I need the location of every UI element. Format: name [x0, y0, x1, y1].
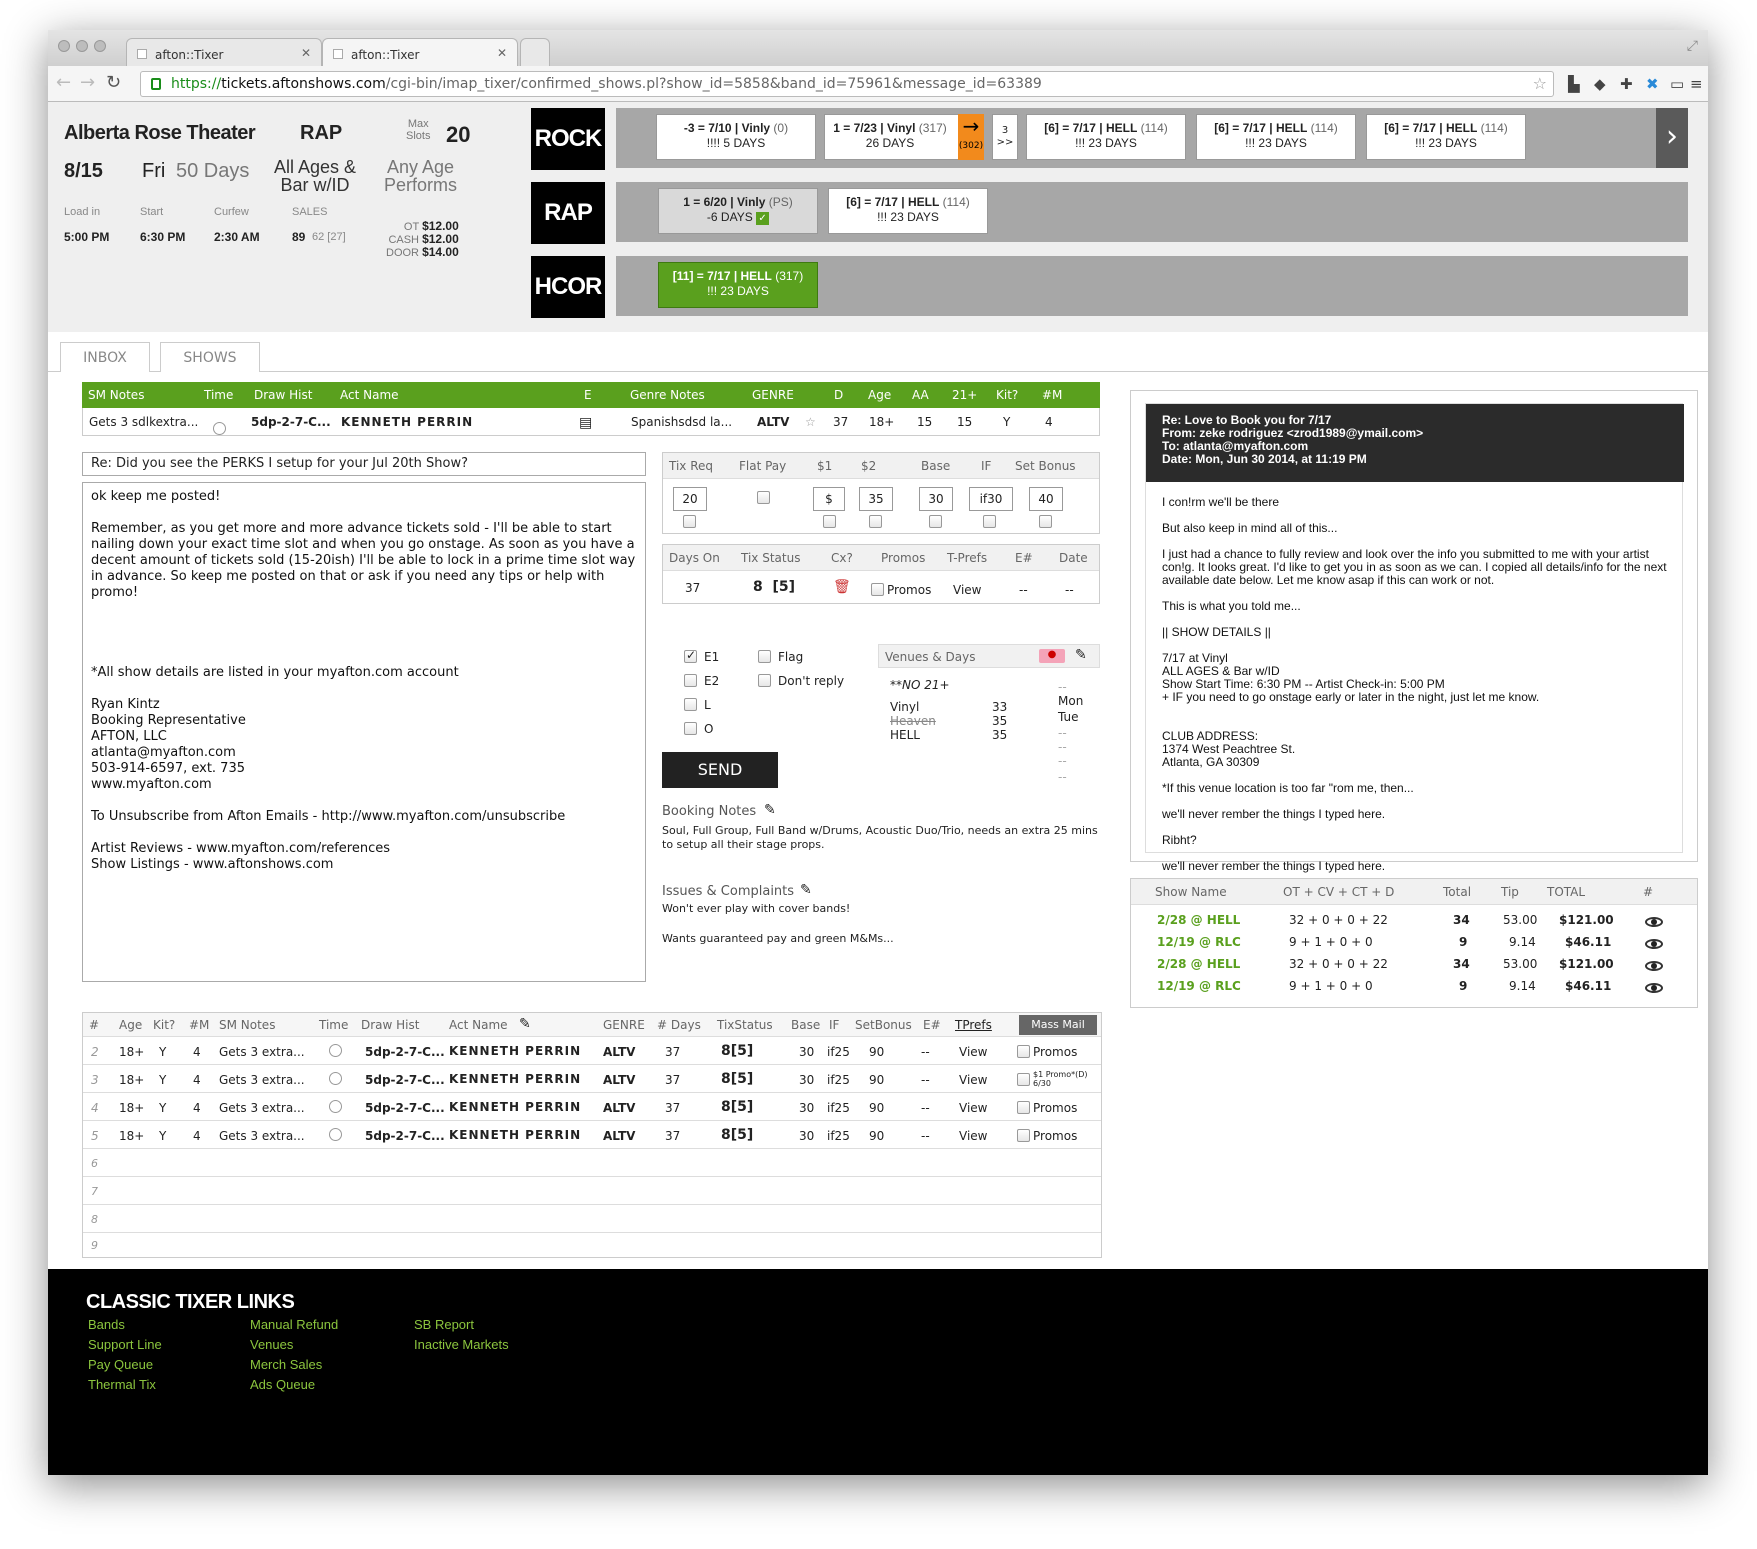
- mass-mail-button[interactable]: Mass Mail: [1019, 1015, 1097, 1035]
- tprefs-view-link[interactable]: View: [959, 1073, 988, 1087]
- browser-tab-active[interactable]: afton::Tixer ✕: [322, 38, 518, 66]
- extension-icon[interactable]: ▙: [1568, 75, 1580, 93]
- venue-name[interactable]: Alberta Rose Theater: [64, 122, 256, 144]
- edit-pencil-icon[interactable]: ✎: [519, 1016, 531, 1032]
- footer-link[interactable]: Inactive Markets: [414, 1337, 509, 1352]
- footer-link[interactable]: Thermal Tix: [88, 1377, 156, 1392]
- base-checkbox[interactable]: [929, 515, 942, 528]
- act-table-row[interactable]: Gets 3 sdlkextra... 5dp-2-7-C... KENNETH PERRIN ▤ Spanishsdsd la... ALTV ☆ 37 18+ 15 15 Y 4: [82, 408, 1100, 436]
- slot-card[interactable]: [6] = 7/17 | HELL (114) !!! 23 DAYS: [1366, 114, 1526, 160]
- ticket-prices: OT $12.00 CASH $12.00 DOOR $14.00: [386, 219, 459, 259]
- promos-checkbox[interactable]: [1017, 1101, 1030, 1114]
- favicon-icon: [333, 49, 343, 59]
- tix-status: 8 [5]: [753, 579, 796, 595]
- footer-link[interactable]: Merch Sales: [250, 1357, 323, 1372]
- tix-req-checkbox[interactable]: [683, 515, 696, 528]
- footer-title: CLASSIC TIXER LINKS: [86, 1291, 295, 1313]
- address-bar[interactable]: https://tickets.aftonshows.com/cgi-bin/imap_tixer/confirmed_shows.pl?show_id=5858&band_id=75961&message_id=63389 ☆: [140, 71, 1554, 97]
- footer-link[interactable]: SB Report: [414, 1317, 474, 1332]
- email-body: I con!rm we'll be there But also keep in mind all of this... I just had a chance to fully review and look over the info you submitted to me with your artist con!g. It looks great. I'd like to get you in as soon as we can. I copied all details/info for the next available date below. Let me know asap if this can work or not. This is what you told me... || SHOW DETAILS || 7/17 at Vinyl ALL AGES & Bar w/ID Show Start Time: 6:30 PM -- Artist Check-in: 5:00 PM + IF you need to go onstage early or later in the night, just let me know. CLUB ADDRESS: 1374 West Peachtree St. Atlanta, GA 30309 *If this venue location is too far "rom me, then... we'll never rember the things I typed here. Ribht? we'll never rember the things I typed here.: [1162, 495, 1667, 873]
- reload-icon[interactable]: ↻: [106, 72, 122, 93]
- table-row[interactable]: 5 18+ Y 4 Gets 3 extra... 5dp-2-7-C... KENNETH PERRIN ALTV 37 8 [5] 30 if25 90 -- View Promos: [83, 1121, 1101, 1149]
- act-name-link[interactable]: KENNETH PERRIN: [341, 415, 474, 429]
- act-name-link[interactable]: KENNETH PERRIN: [449, 1128, 582, 1142]
- puzzle-extension-icon[interactable]: ✚: [1620, 75, 1633, 93]
- promos-checkbox[interactable]: [1017, 1129, 1030, 1142]
- genre-label-rap: RAP: [531, 182, 605, 244]
- show-row[interactable]: 2/28 @ HELL 32 + 0 + 0 + 22 34 53.00 $121.00: [1131, 913, 1697, 935]
- set-bonus-input[interactable]: 40: [1029, 487, 1063, 511]
- booking-notes-title: Booking Notes: [662, 804, 757, 819]
- forward-icon[interactable]: →: [80, 72, 96, 93]
- tprefs-view-link[interactable]: View: [959, 1045, 988, 1059]
- price2-checkbox[interactable]: [869, 515, 882, 528]
- next-slots-button[interactable]: [1656, 108, 1688, 168]
- slot-card[interactable]: -3 = 7/10 | Vinly (0) !!!! 5 DAYS: [656, 114, 816, 160]
- genre-row-rock: [616, 108, 1688, 168]
- genre-label-hcor: HCOR: [531, 256, 605, 318]
- page-content: Alberta Rose Theater RAP Max Slots 20 8/15 Fri 50 Days All Ages & Bar w/ID Any Age Performs Load in Start Curfew SALES 5:00 PM 6:30 PM 2:30 AM 89 62 [27] OT $12.00 CASH $12.00 DOOR $14.00 ROCK -3 = 7/10 | Vinly (0) !!!! 5 DAYS 1 = 7/23 | Vinyl (317) 26 DAYS → (302) 3 >> [6] = 7/17 | HELL (114) !!! 23 DAYS [6] = 7/17 | HELL (114) !!! 23 DAYS [6] = 7/17 | HELL (114) !!! 23 DAYS › RAP 1 = 6/20 | Vinly (PS) -6 DAYS ✓ [6] = 7/17 | HELL (114) !!! 23 DAYS HCOR [11] = 7/17 | HELL (317) !!! 23 DAYS INBOX SHOWS SM Notes Time Draw Hist Act Name E Genre Notes GENRE D Age AA 21+ Kit? #M Gets 3 sdlkextra... 5dp-2-7-C... KENNETH PERRIN ▤ Spanishsdsd la... ALTV ☆ 37 18+ 15 15 Y 4 Re: Did you see the PERKS I setup for your Jul 20th Show? ok keep me posted! Remember, as you get more and more advance tickets sold - I'll be able to start nailing down your exact time slot and when you go onstage. As soon as you have a decent amount of tickets sold (15-20ish) I'll be able to lock in a prime time slot way in advance. So keep me posted on that or ask if you need any tips or help with promo! *All show details are listed in your myafton.com account Ryan Kintz Booking Representative AFTON, LLC atlanta@myafton.com 503-914-6597, ext. 735 www.myafton.com To Unsubscribe from Afton Emails - http://www.myafton.com/unsubscribe Artist Reviews - www.myafton.com/references Show Listings - www.aftonshows.com Tix Req Flat Pay $1 $2 Base IF Set Bonus 20 $ 35 30 if30 40 Days On Tix Status Cx? Promos T-Prefs E# Date 37 8 [5] 🗑 Promos View -- -- ✓ E1 E2 L O Flag Don't reply Venues & Days ● ✎ **NO 21+ Vinyl 33 Heaven 35 HELL 35 -- Mon Tue -- -- -- -- SEND Booking Notes ✎ Soul, Full Group, Full Band w/Drums, Acoustic Duo/Trio, needs an extra 25 mins to setup all their stage props. Issues & Complaints ✎ Won't ever play with cover bands! Wants guaranteed pay and green M&Ms... Re: Love to Book you for 7/17 From: zeke rodriguez <zrod1989@ymail.com> To: atlanta@myafton.com Date: Mon, Jun 30 2014, at 11:19 PM I con!rm we'll be there But also keep in mind all of this... I just had a chance to fully review and look over the info you submitted to me with your artist con!g. It looks great. I'd like to get you in as soon as we can. I copied all details/info for the next available date below. Let me know asap if this can work or not. This is what you told me... || SHOW DETAILS || 7/17 at Vinyl ALL AGES & Bar w/ID Show Start Time: 6:30 PM -- Artist Check-in: 5:00 PM + IF you need to go onstage early or later in the night, just let me know. CLUB ADDRESS: 1374 West Peachtree St. Atlanta, GA 30309 *If this venue location is too far "rom me, then... we'll never rember the things I typed here. Ribht? we'll never rember the things I typed here. Show Name OT + CV + CT + D Total Tip TOTAL # 2/28 @ HELL 32 + 0 + 0 + 22 34 53.00 $121.00 12/19 @ RLC 9 + 1 + 0 + 0 9 9.14 $46.11 2/28 @ HELL 32 + 0 + 0 + 22 34 53.00 $121.00 12/19 @ RLC 9 + 1 + 0 + 0 9 9.14 $46.11 # Age Kit? #M SM Notes Time Draw Hist Act Name ✎ GENRE # Days TixStatus Base IF SetBonus E# TPrefs Mass Mail 2 18+ Y 4 Gets 3 extra... 5dp-2-7-C... KENNETH PERRIN ALTV 37 8 [5] 30 if25 90 -- View Promos 3 18+ Y 4 Gets 3 extra... 5dp-2-7-C... KENNETH PERRIN ALTV 37 8 [5] 30 if25 90 -- View $1 Promo*(D) 6/30 4 18+ Y 4 Gets 3 extra... 5dp-2-7-C... KENNETH PERRIN ALTV 37 8 [5] 30 if25 90 -- View Promos 5 18+ Y 4 Gets 3 extra... 5dp-2-7-C... KENNETH PERRIN ALTV 37 8 [5] 30 if25 90 -- View Promos 6 7 8 9 CLASSIC TIXER LINKS Bands Support Line Pay Queue Thermal Tix Manual Refund Venues Merch Sales Ads Queue SB Report Inactive Markets: [48, 102, 1708, 1475]
- browser-toolbar: [48, 66, 1708, 102]
- issues-text-1: Won't ever play with cover bands!: [662, 902, 851, 915]
- browser-tab-bar: [48, 30, 1708, 66]
- more-slots-button[interactable]: 3 >>: [992, 114, 1018, 160]
- footer-link[interactable]: Pay Queue: [88, 1357, 154, 1372]
- checkmark-icon: ✓: [756, 212, 769, 225]
- lock-icon: [151, 78, 161, 90]
- tprefs-view-link[interactable]: View: [953, 583, 982, 597]
- slot-card-selected[interactable]: [11] = 7/17 | HELL (317) !!! 23 DAYS: [658, 262, 818, 308]
- close-tab-icon[interactable]: ✕: [496, 46, 507, 60]
- footer-link[interactable]: Ads Queue: [250, 1377, 316, 1392]
- chevron-right-icon: ›: [1666, 119, 1678, 154]
- performer-age: Any Age Performs: [384, 157, 458, 195]
- slot-card[interactable]: 1 = 7/23 | Vinyl (317) 26 DAYS: [824, 114, 984, 160]
- browser-tab[interactable]: afton::Tixer ✕: [126, 38, 322, 66]
- table-row[interactable]: 3 18+ Y 4 Gets 3 extra... 5dp-2-7-C... KENNETH PERRIN ALTV 37 8 [5] 30 if25 90 -- View $1 Promo*(D) 6/30: [83, 1065, 1101, 1093]
- new-tab-button[interactable]: [520, 38, 550, 66]
- favicon-icon: [137, 49, 147, 59]
- e2-checkbox[interactable]: [684, 674, 697, 687]
- send-button[interactable]: SEND: [662, 752, 778, 788]
- price2-input[interactable]: 35: [859, 487, 893, 511]
- calendar-card-icon[interactable]: ▤: [579, 415, 593, 431]
- max-slots-label: Max Slots: [406, 118, 431, 142]
- price1-checkbox[interactable]: [823, 515, 836, 528]
- subject-field[interactable]: Re: Did you see the PERKS I setup for your Jul 20th Show?: [82, 452, 646, 476]
- star-icon[interactable]: ☆: [805, 415, 816, 429]
- tprefs-view-link[interactable]: View: [959, 1129, 988, 1143]
- promos-checkbox[interactable]: [871, 583, 884, 596]
- act-name-link[interactable]: KENNETH PERRIN: [449, 1044, 582, 1058]
- venue-summary: [60, 110, 480, 259]
- minimize-window-button[interactable]: [76, 40, 88, 52]
- footer-link[interactable]: Venues: [250, 1337, 294, 1352]
- show-day: Fri: [142, 160, 166, 182]
- close-window-button[interactable]: [58, 40, 70, 52]
- footer-link[interactable]: Support Line: [88, 1337, 162, 1352]
- curfew-time: 2:30 AM: [214, 230, 260, 244]
- back-icon[interactable]: ←: [56, 72, 72, 93]
- act-name-link[interactable]: KENNETH PERRIN: [449, 1100, 582, 1114]
- maximize-window-button[interactable]: [94, 40, 106, 52]
- ticket-pricing-panel: Tix Req Flat Pay $1 $2 Base IF Set Bonus 20 $ 35 30 if30 40: [662, 452, 1100, 534]
- slot-card[interactable]: [6] = 7/17 | HELL (114) !!! 23 DAYS: [1196, 114, 1356, 160]
- roster-table: # Age Kit? #M SM Notes Time Draw Hist Act Name ✎ GENRE # Days TixStatus Base IF SetBonus E# TPrefs Mass Mail 2 18+ Y 4 Gets 3 extra... 5dp-2-7-C... KENNETH PERRIN ALTV 37 8 [5] 30 if25 90 -- View Promos 3 18+ Y 4 Gets 3 extra... 5dp-2-7-C... KENNETH PERRIN ALTV 37 8 [5] 30 if25 90 -- View $1 Promo*(D) 6/30 4 18+ Y 4 Gets 3 extra... 5dp-2-7-C... KENNETH PERRIN ALTV 37 8 [5] 30 if25 90 -- View Promos 5 18+ Y 4 Gets 3 extra... 5dp-2-7-C... KENNETH PERRIN ALTV 37 8 [5] 30 if25 90 -- View Promos 6 7 8 9: [82, 1012, 1102, 1258]
- sales-label: SALES: [292, 206, 328, 218]
- empty-row: 9: [91, 1239, 98, 1252]
- show-row[interactable]: 12/19 @ RLC 9 + 1 + 0 + 0 9 9.14 $46.11: [1131, 935, 1697, 957]
- footer-link[interactable]: Manual Refund: [250, 1317, 339, 1332]
- if-checkbox[interactable]: [983, 515, 996, 528]
- e1-checkbox[interactable]: [684, 650, 697, 663]
- empty-row: 7: [83, 1177, 1101, 1205]
- slot-card[interactable]: 1 = 6/20 | Vinly (PS) -6 DAYS ✓: [658, 188, 818, 234]
- close-tab-icon[interactable]: ✕: [300, 46, 311, 60]
- venue-genre: RAP: [300, 122, 343, 144]
- tprefs-sort-link[interactable]: TPrefs: [955, 1018, 992, 1032]
- issues-title: Issues & Complaints: [662, 884, 795, 899]
- message-body-textarea[interactable]: ok keep me posted! Remember, as you get more and more advance tickets sold - I'll be able to start nailing down your exact time slot and when you go onstage. As soon as you have a decent amount of tickets sold (15-20ish) I'll be able to lock in a prime time slot way in advance. So keep me posted on that or ask if you need any tips or help with promo! *All show details are listed in your myafton.com account Ryan Kintz Booking Representative AFTON, LLC atlanta@myafton.com 503-914-6597, ext. 735 www.myafton.com To Unsubscribe from Afton Emails - http://www.myafton.com/unsubscribe Artist Reviews - www.myafton.com/references Show Listings - www.aftonshows.com: [82, 482, 646, 982]
- edit-pencil-icon[interactable]: ✎: [800, 882, 812, 898]
- venues-days-panel: Venues & Days ● ✎ **NO 21+ Vinyl 33 Heaven 35 HELL 35 -- Mon Tue -- -- -- --: [878, 644, 1100, 784]
- move-arrow-button[interactable]: → (302): [958, 114, 984, 160]
- show-row[interactable]: 12/19 @ RLC 9 + 1 + 0 + 0 9 9.14 $46.11: [1131, 979, 1697, 1001]
- flat-pay-checkbox[interactable]: [757, 491, 770, 504]
- act-name-link[interactable]: KENNETH PERRIN: [449, 1072, 582, 1086]
- curfew-label: Curfew: [214, 206, 249, 218]
- start-label: Start: [140, 206, 164, 218]
- days-until: 50 Days: [176, 160, 250, 182]
- empty-row: 6: [83, 1149, 1101, 1177]
- genre-label-rock: ROCK: [531, 108, 605, 170]
- show-row[interactable]: 2/28 @ HELL 32 + 0 + 0 + 22 34 53.00 $121.00: [1131, 957, 1697, 979]
- tab-shows[interactable]: SHOWS: [160, 342, 260, 372]
- footer: [48, 1269, 1708, 1475]
- cast-icon[interactable]: ▭: [1670, 75, 1685, 93]
- status-panel: Days On Tix Status Cx? Promos T-Prefs E# Date 37 8 [5] 🗑 Promos View -- --: [662, 544, 1100, 604]
- table-row[interactable]: 4 18+ Y 4 Gets 3 extra... 5dp-2-7-C... KENNETH PERRIN ALTV 37 8 [5] 30 if25 90 -- View Promos: [83, 1093, 1101, 1121]
- issues-text-2: Wants guaranteed pay and green M&Ms...: [662, 932, 894, 945]
- set-bonus-checkbox[interactable]: [1039, 515, 1052, 528]
- menu-icon[interactable]: ≡: [1690, 75, 1703, 93]
- page-tabs: [48, 340, 1708, 372]
- tab-inbox[interactable]: INBOX: [60, 342, 150, 372]
- fullscreen-icon[interactable]: ⤢: [1686, 38, 1698, 54]
- toggle-icon[interactable]: ●: [1039, 649, 1065, 663]
- slot-card[interactable]: [6] = 7/17 | HELL (114) !!! 23 DAYS: [828, 188, 988, 234]
- empty-row: 8: [83, 1205, 1101, 1233]
- shows-table: Show Name OT + CV + CT + D Total Tip TOTAL # 2/28 @ HELL 32 + 0 + 0 + 22 34 53.00 $121.00 12/19 @ RLC 9 + 1 + 0 + 0 9 9.14 $46.11 2/28 @ HELL 32 + 0 + 0 + 22 34 53.00 $121.00 12/19 @ RLC 9 + 1 + 0 + 0 9 9.14 $46.11: [1130, 878, 1698, 1008]
- booking-notes-text: Soul, Full Group, Full Band w/Drums, Acoustic Duo/Trio, needs an extra 25 mins to setup all their stage props.: [662, 824, 1098, 851]
- show-date: 8/15: [64, 160, 103, 182]
- cancel-icon[interactable]: 🗑: [833, 579, 851, 595]
- load-in-time: 5:00 PM: [64, 230, 110, 244]
- extension-x-icon[interactable]: ✖: [1646, 75, 1659, 93]
- base-input[interactable]: 30: [919, 487, 953, 511]
- l-checkbox[interactable]: [684, 698, 697, 711]
- max-slots-value: 20: [446, 122, 471, 147]
- tprefs-view-link[interactable]: View: [959, 1101, 988, 1115]
- genre-row-hcor: [616, 256, 1688, 316]
- arrow-right-icon: →: [962, 114, 980, 138]
- price1-input[interactable]: $: [813, 487, 845, 511]
- dont-reply-checkbox[interactable]: [758, 674, 771, 687]
- genre-row-rap: [616, 182, 1688, 242]
- browser-window: [48, 30, 1708, 1475]
- edit-pencil-icon[interactable]: ✎: [1075, 647, 1087, 663]
- promos-checkbox[interactable]: [1017, 1045, 1030, 1058]
- act-table: [82, 382, 1100, 442]
- table-row[interactable]: 2 18+ Y 4 Gets 3 extra... 5dp-2-7-C... KENNETH PERRIN ALTV 37 8 [5] 30 if25 90 -- View Promos: [83, 1037, 1101, 1065]
- bookmark-star-icon[interactable]: ☆: [1532, 74, 1547, 93]
- footer-link[interactable]: Bands: [88, 1317, 125, 1332]
- tix-req-input[interactable]: 20: [673, 487, 707, 511]
- if-input[interactable]: if30: [969, 487, 1013, 511]
- age-policy: All Ages & Bar w/ID: [274, 157, 357, 195]
- sales-sub: 62 [27]: [312, 231, 346, 243]
- o-checkbox[interactable]: [684, 722, 697, 735]
- slot-card[interactable]: [6] = 7/17 | HELL (114) !!! 23 DAYS: [1026, 114, 1186, 160]
- edit-pencil-icon[interactable]: ✎: [764, 802, 776, 818]
- show-header: [48, 102, 1708, 332]
- start-time: 6:30 PM: [140, 230, 186, 244]
- email-header: Re: Love to Book you for 7/17 From: zeke rodriguez <zrod1989@ymail.com> To: atlanta@myafton.com Date: Mon, Jun 30 2014, at 11:19 PM: [1146, 404, 1684, 482]
- load-in-label: Load in: [64, 206, 101, 218]
- act-table-header: SM Notes Time Draw Hist Act Name E Genre Notes GENRE D Age AA 21+ Kit? #M: [82, 382, 1100, 408]
- promos-checkbox[interactable]: [1017, 1073, 1030, 1086]
- evernote-icon[interactable]: ◆: [1594, 75, 1606, 93]
- email-preview: [1130, 390, 1698, 873]
- flag-checkbox[interactable]: [758, 650, 771, 663]
- sales-count: 89: [292, 230, 306, 244]
